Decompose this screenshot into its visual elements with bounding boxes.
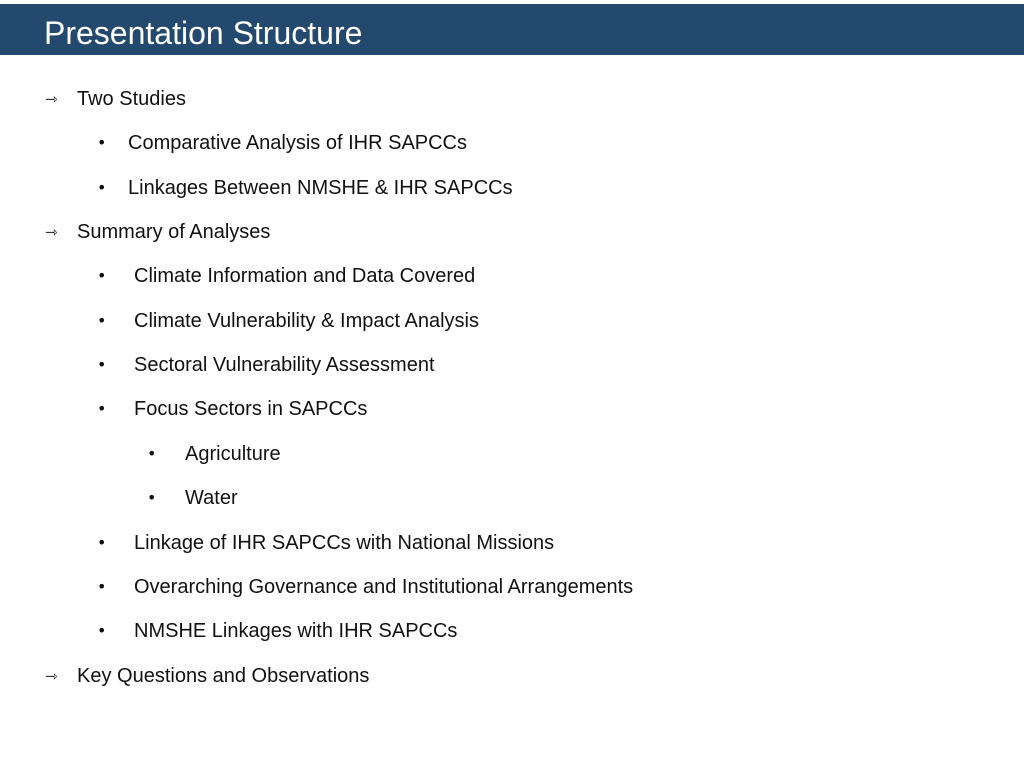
bullet-icon: • — [97, 266, 107, 286]
outline-item-level-2: Comparative Analysis of IHR SAPCCs — [128, 132, 468, 155]
outline-item-level-2: NMSHE Linkages with IHR SAPCCs — [134, 620, 458, 643]
bullet-icon: • — [147, 488, 157, 508]
outline-item-level-2: Focus Sectors in SAPCCs — [134, 398, 368, 421]
outline-item-level-1: Summary of Analyses — [77, 221, 271, 244]
bullet-icon: • — [97, 532, 107, 552]
outline-item-level-2: Climate Information and Data Covered — [134, 265, 476, 288]
outline-item-level-3: Agriculture — [185, 442, 281, 465]
outline-item-level-1: Key Questions and Observations — [77, 664, 370, 687]
outline-item-level-2: Sectoral Vulnerability Assessment — [134, 354, 435, 377]
bullet-icon: • — [97, 355, 107, 375]
bullet-icon: • — [97, 310, 107, 330]
outline-item-level-3: Water — [185, 487, 238, 510]
outline-item-level-2: Linkage of IHR SAPCCs with National Missions — [134, 531, 555, 554]
bullet-icon: • — [97, 399, 107, 419]
bullet-icon: • — [97, 133, 107, 153]
outline-item-level-2: Overarching Governance and Institutional Arrangements — [134, 575, 634, 598]
bullet-icon: • — [97, 621, 107, 641]
outline-item-level-2: Linkages Between NMSHE & IHR SAPCCs — [128, 176, 513, 199]
outline-item-level-2: Climate Vulnerability & Impact Analysis — [134, 309, 479, 332]
right-arrow-icon: ⇾ — [45, 666, 58, 685]
slide-title: Presentation Structure — [44, 15, 363, 51]
right-arrow-icon: ⇾ — [45, 223, 58, 242]
right-arrow-icon: ⇾ — [45, 90, 58, 108]
bullet-icon: • — [147, 443, 157, 463]
outline-item-level-1: Two Studies — [77, 88, 186, 110]
bullet-icon: • — [97, 576, 107, 596]
bullet-icon: • — [97, 177, 107, 197]
